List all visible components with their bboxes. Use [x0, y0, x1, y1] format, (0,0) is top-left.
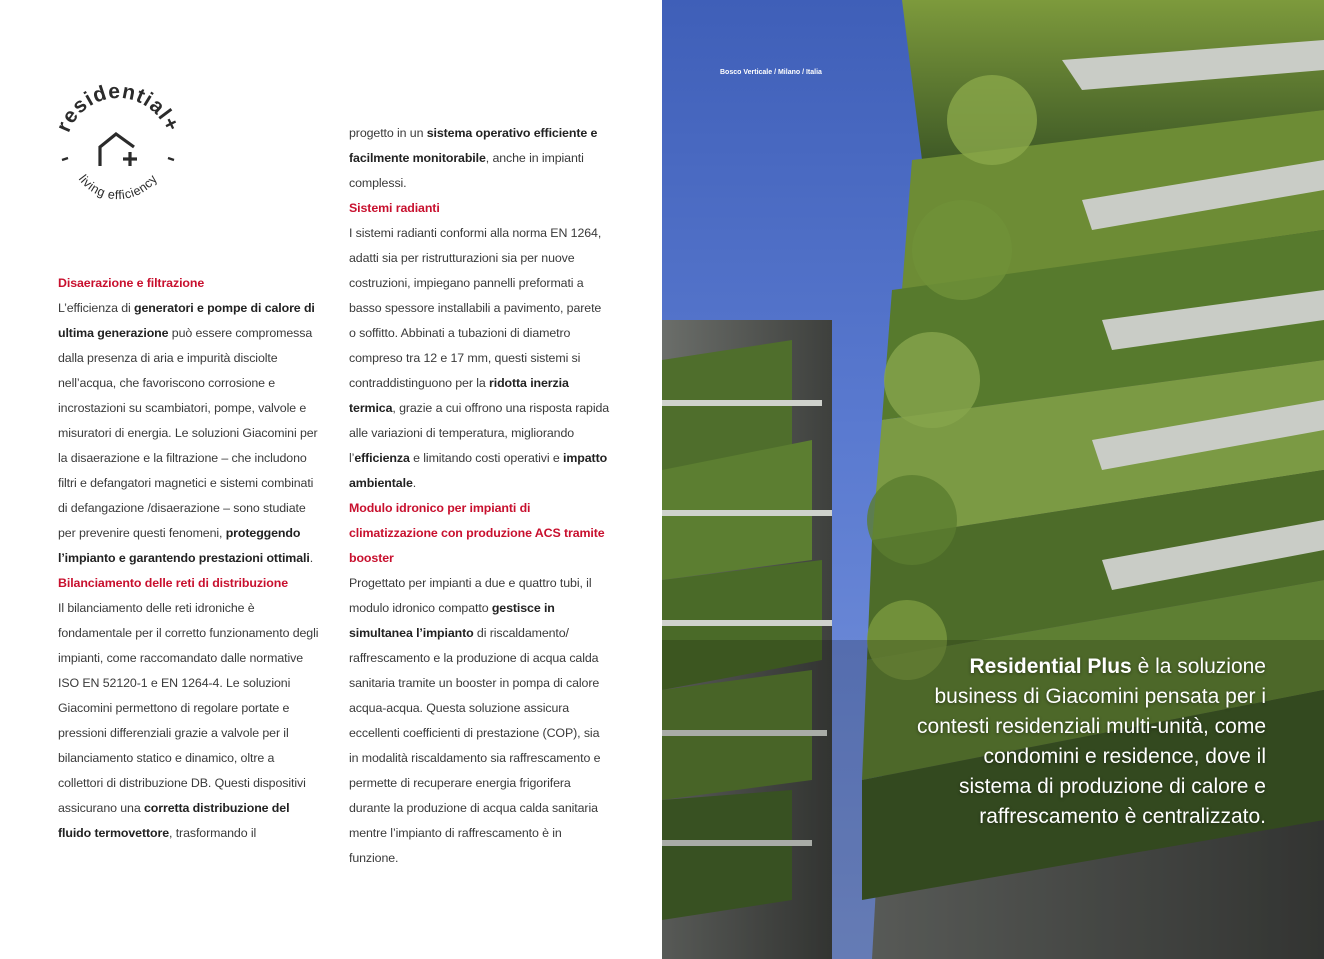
- paragraph-modulo-idronico: [349, 571, 611, 871]
- text-run: , trasformando il: [169, 826, 257, 840]
- photo-page: [662, 0, 1324, 959]
- heading-modulo-idronico: Modulo idronico per impianti di climatizzazione con produzione ACS tramite booster: [349, 501, 605, 565]
- bold-run: generatori e pompe di calore di ultima generazione: [58, 301, 315, 340]
- bold-run: proteggendo l’impianto e garantendo prestazioni ottimali: [58, 526, 310, 565]
- text-run: .: [412, 476, 417, 490]
- text-run: , grazie a cui offrono una risposta rapida alle variazioni di temperatura, migliorando l’: [349, 401, 610, 465]
- logo-right-dash: [168, 158, 174, 160]
- heading-sistemi-radianti: Sistemi radianti: [349, 201, 440, 215]
- text-run: Il bilanciamento delle reti idroniche è fondamentale per il corretto funzionamento degli impianti, come raccomandato dalle normative ISO EN 52120-1 e EN 1264-4. Le soluzioni Giacomini permettono di regolare portate e pressioni differenziali grazie a valvole per il bilanciamento statico e dinamico, oltre a collettori di distribuzione DB. Questi dispositivi assicurano una: [58, 601, 319, 815]
- svg-text:living efficiency: [76, 172, 160, 202]
- logo-brand-text: residential+: [52, 84, 184, 136]
- residential-plus-logo: [52, 84, 184, 216]
- photo-caption: Bosco Verticale / Milano / Italia: [720, 69, 822, 76]
- text-column-left: [58, 271, 320, 846]
- bold-run: gestisce in simultanea l’impianto: [349, 601, 555, 640]
- svg-text:residential+: [52, 84, 184, 135]
- text-run: , anche in impianti complessi.: [349, 151, 584, 190]
- text-run: L’efficienza di: [58, 301, 135, 315]
- paragraph-sistemi-radianti: [349, 221, 611, 496]
- text-run: e limitando costi operativi e: [409, 451, 564, 465]
- bold-run: sistema operativo efficiente e facilmente monitorabile: [349, 126, 598, 165]
- claim-bold: Residential Plus: [969, 655, 1132, 678]
- paragraph-disaerazione: [58, 296, 320, 571]
- paragraph-continuation: [349, 121, 611, 196]
- text-column-right: [349, 121, 611, 871]
- paragraph-bilanciamento: [58, 596, 320, 846]
- bold-run: ridotta inerzia termica: [349, 376, 569, 415]
- house-plus-icon: [100, 134, 137, 166]
- text-run: .: [309, 551, 314, 565]
- claim-text: [906, 652, 1266, 832]
- text-run: può essere compromessa dalla presenza di aria e impurità disciolte nell’acqua, che favoriscono corrosione e incrostazioni su scambiatori, pompe, valvole e misuratori di energia. Le soluzioni Giacomini per la disaerazione e la filtrazione – che includono filtri e defangatori magnetici e sistemi combinati di defangazione /disaerazione – sono studiate per prevenire questi fenomeni,: [58, 326, 318, 540]
- bold-run: efficienza: [354, 451, 410, 465]
- text-run: I sistemi radianti conformi alla norma EN 1264, adatti sia per ristrutturazioni sia per nuove costruzioni, impiegano pannelli preformati a basso spessore installabili a pavimento, parete o soffitto. Abbinati a tubazioni di diametro compreso tra 12 e 17 mm, questi sistemi si contraddistinguono per la: [349, 226, 602, 390]
- logo-tagline-text: living efficiency: [75, 171, 161, 203]
- text-run: progetto in un: [349, 126, 427, 140]
- claim-rest: è la soluzione business di Giacomini pensata per i contesti residenziali multi-unità, come condomini e residence, dove il sistema di produzione di calore e raffrescamento è centralizzato.: [917, 655, 1266, 828]
- logo-left-dash: [62, 158, 68, 160]
- heading-disaerazione: Disaerazione e filtrazione: [58, 276, 205, 290]
- logo-badge: [52, 84, 184, 216]
- text-run: di riscaldamento/ raffrescamento e la produzione di acqua calda sanitaria tramite un booster in pompa di calore acqua-acqua. Questa soluzione assicura eccellenti coefficienti di prestazione (COP), sia in modalità riscaldamento sia raffrescamento e permette di recuperare energia frigorifera durante la produzione di acqua calda sanitaria mentre l’impianto di raffrescamento è in funzione.: [349, 626, 601, 865]
- text-run: Progettato per impianti a due e quattro tubi, il modulo idronico compatto: [349, 576, 592, 615]
- bold-run: corretta distribuzione del fluido termovettore: [58, 801, 290, 840]
- bold-run: impatto ambientale: [349, 451, 608, 490]
- heading-bilanciamento: Bilanciamento delle reti di distribuzione: [58, 576, 288, 590]
